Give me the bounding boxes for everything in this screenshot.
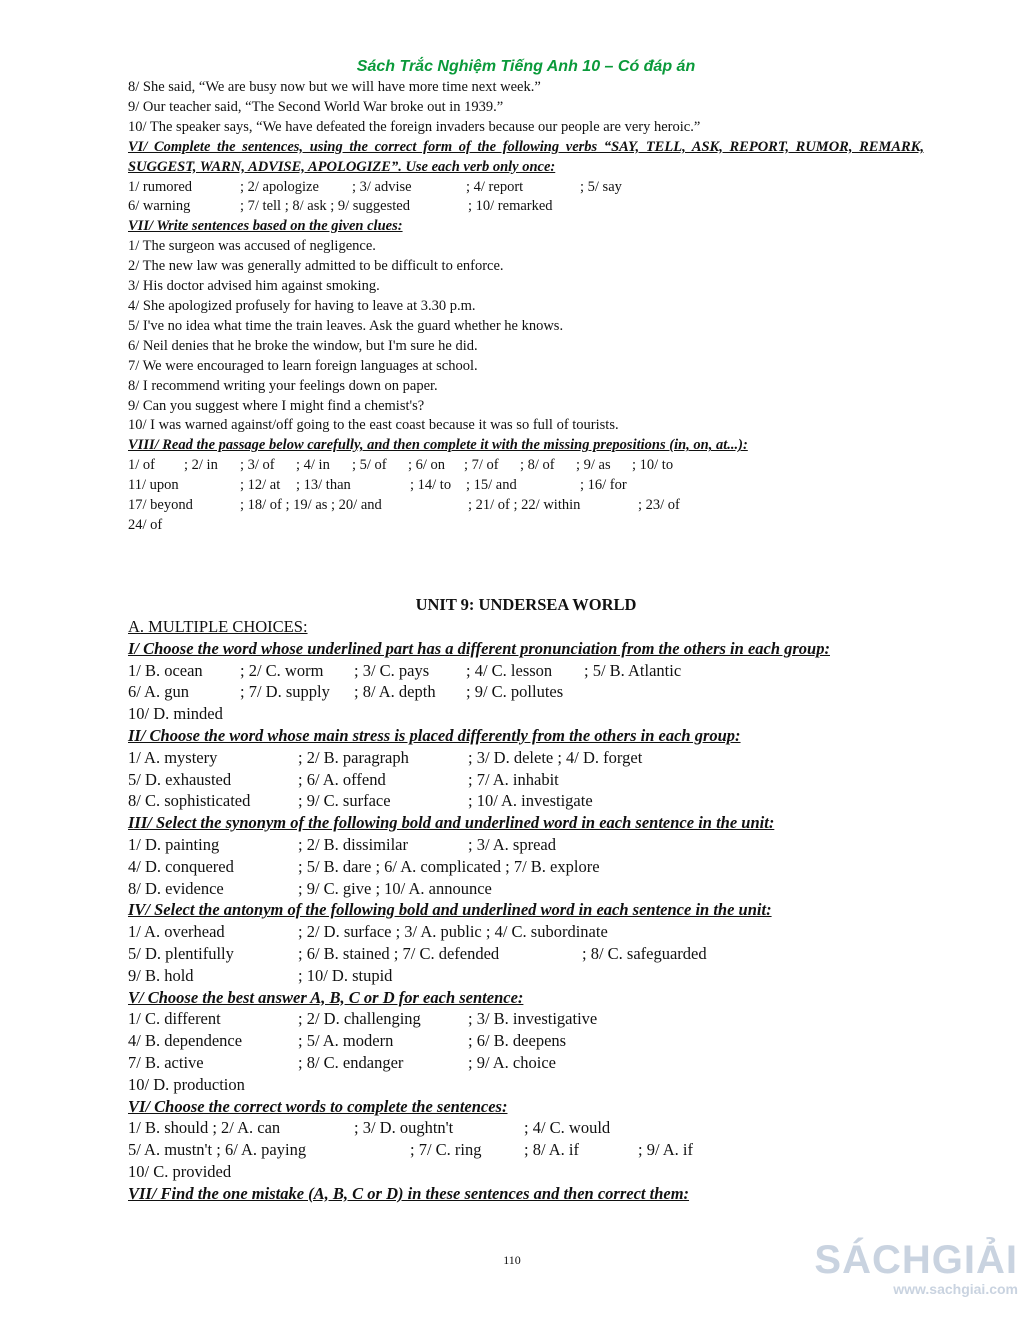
section-vi-heading: VI/ Complete the sentences, using the correct form of the following verbs “SAY, TELL, ASK, REPORT, RUMOR, REMARK, SUGGEST, WARN, ADVISE, APOLOGIZE”. Use each verb only once: — [128, 138, 924, 175]
answer-row: 11/ upon ; 12/ at ; 13/ than ; 14/ to ; 15/ and ; 16/ for — [128, 477, 627, 494]
document-page — [128, 56, 924, 1205]
answer-row: 4/ B. dependence ; 5/ A. modern ; 6/ B. deepens — [128, 1031, 567, 1051]
answer-row: 8/ D. evidence ; 9/ C. give ; 10/ A. announce — [128, 878, 492, 898]
answer-row: 1/ of ; 2/ in ; 3/ of ; 4/ in ; 5/ of ; 6/ on ; 7/ of ; 8/ of ; 9/ as ; 10/ to — [128, 457, 674, 474]
list-item: 9/ Can you suggest where I might find a chemist's? — [128, 397, 425, 414]
list-item: 5/ I've no idea what time the train leaves. Ask the guard whether he knows. — [128, 317, 564, 334]
answer-row: 6/ warning ; 7/ tell ; 8/ ask ; 9/ suggested ; 10/ remarked — [128, 198, 553, 215]
question-iii-heading: III/ Select the synonym of the following bold and underlined word in each sentence in the unit: — [128, 813, 775, 833]
answer-row: 5/ A. mustn't ; 6/ A. paying ; 7/ C. ring ; 8/ A. if ; 9/ A. if — [128, 1140, 694, 1160]
answer-row: 1/ A. mystery ; 2/ B. paragraph ; 3/ D. delete ; 4/ D. forget — [128, 747, 643, 767]
answer-row: 6/ A. gun ; 7/ D. supply ; 8/ A. depth ; 9/ C. pollutes — [128, 682, 564, 702]
question-ii-heading: II/ Choose the word whose main stress is placed differently from the others in each group: — [128, 726, 741, 746]
section-a-title: A. MULTIPLE CHOICES: — [128, 616, 308, 636]
answer-row: 5/ D. plentifully ; 6/ B. stained ; 7/ C. defended ; 8/ C. safeguarded — [128, 944, 707, 963]
answer-row: 5/ D. exhausted ; 6/ A. offend ; 7/ A. inhabit — [128, 769, 559, 789]
answer-row: 24/ of — [128, 516, 163, 533]
answer-row: 1/ A. overhead ; 2/ D. surface ; 3/ A. public ; 4/ C. subordinate — [128, 922, 608, 942]
answer-row: 9/ B. hold ; 10/ D. stupid — [128, 965, 393, 985]
list-item: 8/ I recommend writing your feelings down on paper. — [128, 377, 438, 394]
page-number: 110 — [503, 1253, 521, 1267]
section-vii-heading: VII/ Write sentences based on the given clues: — [128, 218, 403, 235]
question-v-heading: V/ Choose the best answer A, B, C or D for each sentence: — [128, 987, 524, 1007]
answer-row: 1/ C. different ; 2/ D. challenging ; 3/ B. investigative — [128, 1009, 598, 1029]
list-item: 1/ The surgeon was accused of negligence. — [128, 238, 376, 255]
list-item: 6/ Neil denies that he broke the window, but I'm sure he did. — [128, 337, 478, 354]
list-item: 4/ She apologized profusely for having to leave at 3.30 p.m. — [128, 297, 476, 314]
answer-row: 10/ D. minded — [128, 704, 223, 724]
unit-title: UNIT 9: UNDERSEA WORLD — [415, 594, 637, 614]
top-line-3: 10/ The speaker says, “We have defeated the foreign invaders because our people are very heroic.” — [128, 118, 701, 135]
answer-row: 4/ D. conquered ; 5/ B. dare ; 6/ A. complicated ; 7/ B. explore — [128, 856, 600, 876]
answer-row: 1/ rumored ; 2/ apologize ; 3/ advise ; 4/ report ; 5/ say — [128, 178, 622, 195]
answer-row: 1/ D. painting ; 2/ B. dissimilar ; 3/ A. spread — [128, 835, 556, 855]
section-viii-heading: VIII/ Read the passage below carefully, and then complete it with the missing prepositions (in, on, at...): — [128, 437, 748, 454]
answer-row: 1/ B. ocean ; 2/ C. worm ; 3/ C. pays ; 4/ C. lesson ; 5/ B. Atlantic — [128, 660, 682, 680]
answer-row: 7/ B. active ; 8/ C. endanger ; 9/ A. choice — [128, 1052, 556, 1072]
list-item: 3/ His doctor advised him against smoking. — [128, 278, 380, 295]
answer-row: 10/ C. provided — [128, 1161, 232, 1181]
list-item: 2/ The new law was generally admitted to be difficult to enforce. — [128, 258, 504, 275]
watermark-logo — [814, 1238, 1018, 1297]
top-line-2: 9/ Our teacher said, “The Second World War broke out in 1939.” — [128, 98, 504, 115]
question-iv-heading: IV/ Select the antonym of the following bold and underlined word in each sentence in the unit: — [128, 900, 772, 920]
top-line-1: 8/ She said, “We are busy now but we will have more time next week.” — [128, 79, 541, 95]
page-header: Sách Trắc Nghiệm Tiếng Anh 10 – Có đáp án — [356, 58, 696, 75]
answer-row: 10/ D. production — [128, 1074, 245, 1094]
question-vi-heading: VI/ Choose the correct words to complete the sentences: — [128, 1096, 508, 1116]
logo-url: www.sachgiai.com — [893, 1281, 1018, 1297]
answer-row: 8/ C. sophisticated ; 9/ C. surface ; 10/ A. investigate — [128, 791, 593, 811]
list-item: 10/ I was warned against/off going to the east coast because it was so full of tourists. — [128, 417, 619, 434]
question-i-heading: I/ Choose the word whose underlined part has a different pronunciation from the others in each group: — [128, 638, 830, 658]
answer-row: 17/ beyond ; 18/ of ; 19/ as ; 20/ and ; 21/ of ; 22/ within ; 23/ of — [128, 497, 680, 514]
answer-row: 1/ B. should ; 2/ A. can ; 3/ D. oughtn't ; 4/ C. would — [128, 1118, 611, 1138]
logo-text: SÁCHGIẢI — [814, 1238, 1018, 1282]
list-item: 7/ We were encouraged to learn foreign languages at school. — [128, 357, 478, 374]
question-vii-heading: VII/ Find the one mistake (A, B, C or D) in these sentences and then correct them: — [128, 1183, 690, 1203]
